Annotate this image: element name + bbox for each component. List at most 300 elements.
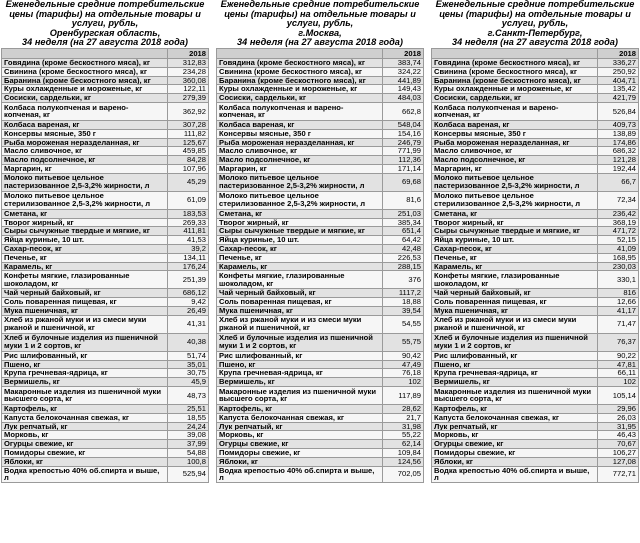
table-row (2, 306, 209, 315)
item-price: 52,15 (597, 236, 638, 245)
item-name: Колбаса вареная, кг (2, 120, 168, 129)
item-name: Картофель, кг (2, 404, 168, 413)
item-price: 154,16 (382, 129, 423, 138)
item-name: Свинина (кроме бескостного мяса), кг (2, 67, 168, 76)
item-name: Баранина (кроме бескостного мяса), кг (2, 76, 168, 85)
table-row (2, 289, 209, 298)
table-row (432, 298, 639, 307)
table-row (2, 156, 209, 165)
item-name: Картофель, кг (217, 404, 383, 413)
item-price: 149,43 (382, 85, 423, 94)
table-row (217, 173, 424, 191)
item-price: 409,73 (597, 120, 638, 129)
item-price: 772,71 (597, 466, 638, 483)
item-price: 525,94 (167, 466, 208, 483)
table-row (2, 59, 209, 68)
table-row (432, 102, 639, 120)
table-row (217, 76, 424, 85)
item-price: 771,99 (382, 147, 423, 156)
item-price: 230,03 (597, 262, 638, 271)
item-name: Масло сливочное, кг (2, 147, 168, 156)
item-name: Водка крепостью 40% об.спирта и выше, л (432, 466, 598, 483)
item-price: 37,99 (167, 440, 208, 449)
item-name: Баранина (кроме бескостного мяса), кг (217, 76, 383, 85)
table-row (432, 173, 639, 191)
table-row (217, 306, 424, 315)
item-price: 183,53 (167, 209, 208, 218)
item-name: Печенье, кг (432, 253, 598, 262)
table-row (2, 457, 209, 466)
item-name: Соль поваренная пищевая, кг (217, 298, 383, 307)
item-name: Морковь, кг (432, 431, 598, 440)
table-row (217, 120, 424, 129)
header-blank-cell (2, 49, 168, 59)
item-name: Сметана, кг (432, 209, 598, 218)
item-price: 102 (382, 378, 423, 387)
item-price: 1117,2 (382, 289, 423, 298)
item-name: Яйца куриные, 10 шт. (217, 236, 383, 245)
table-row (2, 378, 209, 387)
item-price: 69,68 (382, 173, 423, 191)
item-price: 84,28 (167, 156, 208, 165)
item-name: Морковь, кг (2, 431, 168, 440)
item-price: 127,08 (597, 457, 638, 466)
item-price: 72,34 (597, 191, 638, 209)
table-row (2, 85, 209, 94)
price-panel-moscow (215, 0, 425, 543)
item-name: Масло подсолнечное, кг (2, 156, 168, 165)
table-row (2, 120, 209, 129)
item-name: Маргарин, кг (217, 164, 383, 173)
item-price: 441,89 (382, 76, 423, 85)
item-name: Макаронные изделия из пшеничной муки высшего сорта, кг (432, 386, 598, 404)
item-price: 47,81 (597, 360, 638, 369)
price-panel-spb (430, 0, 640, 543)
item-price: 117,89 (382, 386, 423, 404)
table-row (432, 306, 639, 315)
table-row (217, 315, 424, 333)
item-name: Творог жирный, кг (217, 218, 383, 227)
item-name: Яблоки, кг (2, 457, 168, 466)
item-price: 368,19 (597, 218, 638, 227)
item-price: 25,51 (167, 404, 208, 413)
item-price: 330,1 (597, 271, 638, 289)
table-row (2, 129, 209, 138)
item-price: 816 (597, 289, 638, 298)
table-row (2, 298, 209, 307)
table-row (217, 271, 424, 289)
item-name: Маргарин, кг (432, 164, 598, 173)
table-row (432, 386, 639, 404)
item-price: 176,24 (167, 262, 208, 271)
item-price: 54,88 (167, 448, 208, 457)
table-row (432, 209, 639, 218)
item-price: 18,88 (382, 298, 423, 307)
item-price: 250,92 (597, 67, 638, 76)
item-name: Огурцы свежие, кг (217, 440, 383, 449)
item-name: Яйца куриные, 10 шт. (2, 236, 168, 245)
item-name: Сосиски, сардельки, кг (2, 94, 168, 103)
item-price: 336,27 (597, 59, 638, 68)
table-row (217, 102, 424, 120)
item-price: 76,18 (382, 369, 423, 378)
price-panel-orenburg (0, 0, 210, 543)
year-header: 2018 (382, 49, 423, 59)
item-price: 686,32 (597, 147, 638, 156)
table-row (432, 85, 639, 94)
table-row (432, 378, 639, 387)
item-name: Макаронные изделия из пшеничной муки высшего сорта, кг (2, 386, 168, 404)
item-name: Сахар-песок, кг (217, 244, 383, 253)
item-name: Творог жирный, кг (432, 218, 598, 227)
item-price: 192,44 (597, 164, 638, 173)
item-name: Колбаса полукопченая и варено-копченая, кг (217, 102, 383, 120)
item-name: Рис шлифованный, кг (432, 351, 598, 360)
item-price: 21,7 (382, 413, 423, 422)
item-price: 40,38 (167, 333, 208, 351)
item-name: Мука пшеничная, кг (2, 306, 168, 315)
table-row (217, 191, 424, 209)
item-price: 548,04 (382, 120, 423, 129)
table-row (217, 431, 424, 440)
item-name: Сметана, кг (217, 209, 383, 218)
table-row (217, 333, 424, 351)
table-row (432, 129, 639, 138)
table-row (2, 76, 209, 85)
item-price: 360,08 (167, 76, 208, 85)
item-name: Сыры сычужные твердые и мягкие, кг (2, 227, 168, 236)
item-name: Масло сливочное, кг (432, 147, 598, 156)
item-name: Картофель, кг (432, 404, 598, 413)
item-price: 307,28 (167, 120, 208, 129)
item-name: Водка крепостью 40% об.спирта и выше, л (217, 466, 383, 483)
table-row (217, 85, 424, 94)
item-name: Соль поваренная пищевая, кг (2, 298, 168, 307)
item-name: Чай черный байховый, кг (217, 289, 383, 298)
price-table (216, 48, 424, 483)
header-blank-cell (432, 49, 598, 59)
table-row (432, 191, 639, 209)
table-row (2, 448, 209, 457)
item-price: 41,09 (597, 244, 638, 253)
item-price: 174,86 (597, 138, 638, 147)
item-name: Пшено, кг (2, 360, 168, 369)
table-row (432, 138, 639, 147)
item-name: Хлеб и булочные изделия из пшеничной муки 1 и 2 сортов, кг (432, 333, 598, 351)
table-row (217, 386, 424, 404)
item-name: Сосиски, сардельки, кг (217, 94, 383, 103)
item-name: Яблоки, кг (217, 457, 383, 466)
item-name: Соль поваренная пищевая, кг (432, 298, 598, 307)
table-row (217, 351, 424, 360)
table-row (2, 147, 209, 156)
table-row (217, 129, 424, 138)
item-name: Колбаса вареная, кг (432, 120, 598, 129)
item-name: Сахар-песок, кг (2, 244, 168, 253)
item-name: Колбаса полукопченая и варено-копченая, кг (432, 102, 598, 120)
item-name: Рис шлифованный, кг (2, 351, 168, 360)
item-name: Куры охлажденные и мороженые, кг (217, 85, 383, 94)
table-row (217, 378, 424, 387)
table-row (2, 333, 209, 351)
item-price: 55,22 (382, 431, 423, 440)
item-name: Вермишель, кг (217, 378, 383, 387)
table-row (2, 94, 209, 103)
table-row (217, 448, 424, 457)
item-price: 251,39 (167, 271, 208, 289)
item-name: Творог жирный, кг (2, 218, 168, 227)
item-name: Сыры сычужные твердые и мягкие, кг (217, 227, 383, 236)
item-price: 411,81 (167, 227, 208, 236)
table-row (432, 120, 639, 129)
item-price: 134,11 (167, 253, 208, 262)
table-row (217, 289, 424, 298)
item-price: 29,96 (597, 404, 638, 413)
item-price: 12,66 (597, 298, 638, 307)
item-price: 18,55 (167, 413, 208, 422)
table-row (432, 448, 639, 457)
item-name: Молоко питьевое цельное пастеризованное 2,5-3,2% жирности, л (432, 173, 598, 191)
table-row (432, 315, 639, 333)
item-name: Чай черный байховый, кг (432, 289, 598, 298)
table-row (217, 369, 424, 378)
item-name: Морковь, кг (217, 431, 383, 440)
price-table (1, 48, 209, 483)
item-price: 24,24 (167, 422, 208, 431)
item-price: 76,37 (597, 333, 638, 351)
item-price: 64,42 (382, 236, 423, 245)
table-row (217, 94, 424, 103)
table-row (432, 413, 639, 422)
table-row (2, 173, 209, 191)
table-row (2, 271, 209, 289)
item-name: Вермишель, кг (432, 378, 598, 387)
item-price: 35,01 (167, 360, 208, 369)
item-name: Маргарин, кг (2, 164, 168, 173)
item-price: 47,49 (382, 360, 423, 369)
table-header-row (217, 49, 424, 59)
table-row (217, 360, 424, 369)
table-row (432, 404, 639, 413)
table-row (217, 164, 424, 173)
table-row (432, 333, 639, 351)
item-price: 376 (382, 271, 423, 289)
item-name: Карамель, кг (217, 262, 383, 271)
item-name: Крупа гречневая-ядрица, кг (2, 369, 168, 378)
item-price: 171,14 (382, 164, 423, 173)
year-header: 2018 (597, 49, 638, 59)
table-row (2, 262, 209, 271)
item-price: 26,03 (597, 413, 638, 422)
table-row (432, 440, 639, 449)
item-price: 106,27 (597, 448, 638, 457)
table-row (217, 59, 424, 68)
table-row (217, 440, 424, 449)
table-row (217, 236, 424, 245)
item-price: 246,79 (382, 138, 423, 147)
item-name: Говядина (кроме бескостного мяса), кг (2, 59, 168, 68)
item-price: 66,11 (597, 369, 638, 378)
table-row (2, 191, 209, 209)
table-row (217, 253, 424, 262)
item-price: 121,28 (597, 156, 638, 165)
item-price: 312,83 (167, 59, 208, 68)
item-price: 100,8 (167, 457, 208, 466)
table-row (2, 466, 209, 483)
table-row (432, 289, 639, 298)
item-price: 383,74 (382, 59, 423, 68)
table-row (217, 147, 424, 156)
table-row (432, 94, 639, 103)
table-row (2, 67, 209, 76)
item-price: 61,09 (167, 191, 208, 209)
item-name: Печенье, кг (2, 253, 168, 262)
item-name: Рыба мороженая неразделанная, кг (217, 138, 383, 147)
item-name: Свинина (кроме бескостного мяса), кг (432, 67, 598, 76)
table-header-row (432, 49, 639, 59)
item-price: 404,71 (597, 76, 638, 85)
item-price: 288,15 (382, 262, 423, 271)
item-name: Конфеты мягкие, глазированные шоколадом, кг (432, 271, 598, 289)
item-name: Хлеб и булочные изделия из пшеничной муки 1 и 2 сортов, кг (217, 333, 383, 351)
table-row (432, 271, 639, 289)
item-name: Молоко питьевое цельное стерилизованное 2,5-3,2% жирности, л (432, 191, 598, 209)
year-header: 2018 (167, 49, 208, 59)
item-name: Карамель, кг (2, 262, 168, 271)
item-price: 362,92 (167, 102, 208, 120)
item-name: Конфеты мягкие, глазированные шоколадом, кг (2, 271, 168, 289)
item-price: 31,95 (597, 422, 638, 431)
item-price: 66,7 (597, 173, 638, 191)
item-name: Огурцы свежие, кг (2, 440, 168, 449)
item-name: Рыба мороженая неразделанная, кг (2, 138, 168, 147)
item-price: 90,22 (597, 351, 638, 360)
table-row (217, 244, 424, 253)
item-name: Пшено, кг (217, 360, 383, 369)
table-row (217, 404, 424, 413)
item-price: 70,67 (597, 440, 638, 449)
table-row (217, 67, 424, 76)
panel-title: Еженедельные средние потребительские цены (тарифы) на отдельные товары и услуги, рубль, Оренбургская область, 34 неделя (на 27 августа 2018 года) (5, 0, 205, 48)
table-row (432, 164, 639, 173)
table-row (2, 102, 209, 120)
panel-title: Еженедельные средние потребительские цены (тарифы) на отдельные товары и услуги, рубль, г.Москва, 34 неделя (на 27 августа 2018 года) (220, 0, 420, 48)
table-row (432, 147, 639, 156)
table-row (2, 360, 209, 369)
item-price: 105,14 (597, 386, 638, 404)
table-row (2, 413, 209, 422)
item-price: 39,2 (167, 244, 208, 253)
item-name: Хлеб из ржаной муки и из смеси муки ржаной и пшеничной, кг (2, 315, 168, 333)
table-row (217, 466, 424, 483)
item-price: 107,96 (167, 164, 208, 173)
table-row (217, 156, 424, 165)
table-row (432, 422, 639, 431)
item-name: Консервы мясные, 350 г (432, 129, 598, 138)
item-price: 124,56 (382, 457, 423, 466)
item-name: Молоко питьевое цельное стерилизованное 2,5-3,2% жирности, л (217, 191, 383, 209)
table-row (432, 59, 639, 68)
item-price: 41,53 (167, 236, 208, 245)
table-row (2, 315, 209, 333)
table-row (217, 218, 424, 227)
table-row (2, 404, 209, 413)
item-name: Помидоры свежие, кг (2, 448, 168, 457)
item-name: Сметана, кг (2, 209, 168, 218)
item-name: Мука пшеничная, кг (217, 306, 383, 315)
item-name: Говядина (кроме бескостного мяса), кг (432, 59, 598, 68)
table-row (2, 422, 209, 431)
table-row (432, 76, 639, 85)
table-row (2, 244, 209, 253)
item-price: 651,4 (382, 227, 423, 236)
table-row (432, 369, 639, 378)
table-header-row (2, 49, 209, 59)
item-name: Вермишель, кг (2, 378, 168, 387)
table-row (217, 298, 424, 307)
item-price: 421,79 (597, 94, 638, 103)
item-price: 471,72 (597, 227, 638, 236)
item-price: 45,9 (167, 378, 208, 387)
item-name: Сыры сычужные твердые и мягкие, кг (432, 227, 598, 236)
item-price: 55,75 (382, 333, 423, 351)
table-row (432, 431, 639, 440)
item-name: Колбаса полукопченая и варено-копченая, кг (2, 102, 168, 120)
table-row (432, 236, 639, 245)
table-row (2, 218, 209, 227)
item-name: Печенье, кг (217, 253, 383, 262)
item-price: 686,12 (167, 289, 208, 298)
item-name: Хлеб и булочные изделия из пшеничной муки 1 и 2 сортов, кг (2, 333, 168, 351)
item-name: Яйца куриные, 10 шт. (432, 236, 598, 245)
table-row (2, 253, 209, 262)
item-price: 484,03 (382, 94, 423, 103)
item-price: 102 (597, 378, 638, 387)
item-name: Хлеб из ржаной муки и из смеси муки ржаной и пшеничной, кг (217, 315, 383, 333)
item-price: 41,31 (167, 315, 208, 333)
table-row (2, 351, 209, 360)
item-name: Молоко питьевое цельное пастеризованное 2,5-3,2% жирности, л (217, 173, 383, 191)
item-price: 122,11 (167, 85, 208, 94)
item-name: Рыба мороженая неразделанная, кг (432, 138, 598, 147)
item-price: 81,6 (382, 191, 423, 209)
item-name: Сахар-песок, кг (432, 244, 598, 253)
item-price: 54,55 (382, 315, 423, 333)
item-name: Крупа гречневая-ядрица, кг (432, 369, 598, 378)
item-price: 111,82 (167, 129, 208, 138)
item-name: Конфеты мягкие, глазированные шоколадом, кг (217, 271, 383, 289)
item-name: Чай черный байховый, кг (2, 289, 168, 298)
item-name: Хлеб из ржаной муки и из смеси муки ржаной и пшеничной, кг (432, 315, 598, 333)
table-row (432, 253, 639, 262)
item-name: Баранина (кроме бескостного мяса), кг (432, 76, 598, 85)
item-price: 42,48 (382, 244, 423, 253)
table-row (217, 138, 424, 147)
item-price: 251,03 (382, 209, 423, 218)
item-price: 28,62 (382, 404, 423, 413)
table-row (2, 236, 209, 245)
item-name: Масло подсолнечное, кг (432, 156, 598, 165)
item-price: 138,89 (597, 129, 638, 138)
item-name: Капуста белокочанная свежая, кг (2, 413, 168, 422)
item-price: 226,53 (382, 253, 423, 262)
item-name: Огурцы свежие, кг (432, 440, 598, 449)
item-price: 51,74 (167, 351, 208, 360)
table-row (432, 218, 639, 227)
item-name: Помидоры свежие, кг (217, 448, 383, 457)
table-row (217, 209, 424, 218)
item-name: Куры охлажденные и мороженые, кг (432, 85, 598, 94)
